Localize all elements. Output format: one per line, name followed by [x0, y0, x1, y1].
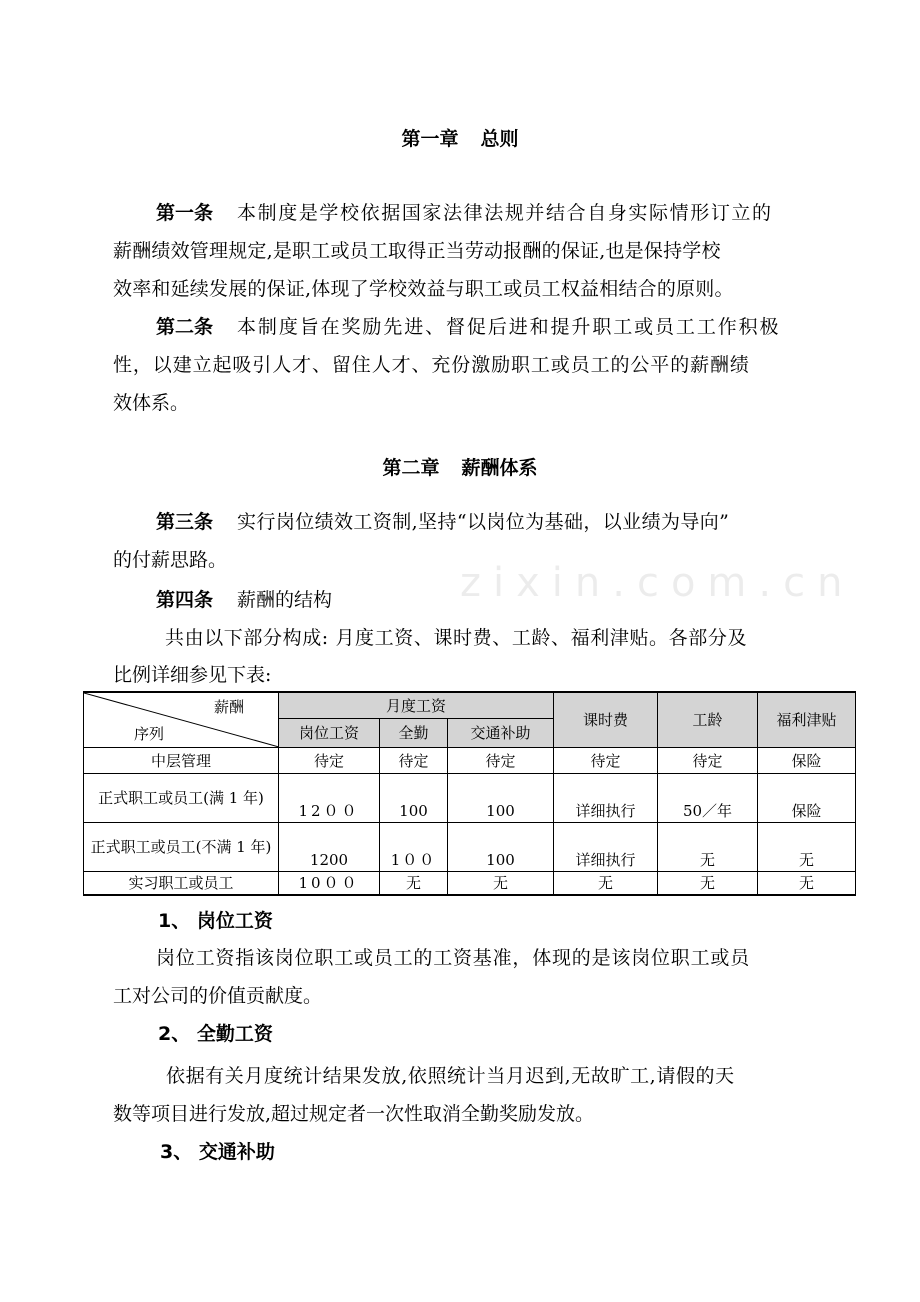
watermark: zixin.com.cn [460, 560, 855, 606]
article-1-text: 本制度是学校依据国家法律法规并结合自身实际情形订立的 [237, 202, 773, 224]
header-post-wage: 岗位工资 [279, 719, 380, 748]
row-label: 实习职工或员工 [84, 872, 279, 895]
header-transport: 交通补助 [448, 719, 554, 748]
table-cell: 无 [448, 872, 554, 895]
table-row [84, 872, 856, 895]
table-corner-cell [84, 692, 279, 748]
table-cell: 50／年 [658, 774, 758, 823]
article-2-line-3: 效体系。 [113, 392, 190, 414]
table-cell: 待定 [658, 748, 758, 774]
header-class-fee: 课时费 [554, 692, 658, 748]
table-cell: 无 [758, 872, 856, 895]
header-seniority: 工龄 [658, 692, 758, 748]
section-3-heading: 3、 交通补助 [160, 1141, 275, 1163]
article-4-text: 薪酬的结构 [237, 589, 333, 611]
table-cell: 10００ [279, 872, 380, 895]
table-row [84, 774, 856, 823]
corner-top-label: 薪酬 [213, 698, 244, 716]
table-cell: 无 [658, 823, 758, 872]
header-welfare: 福利津贴 [758, 692, 856, 748]
table-row [84, 748, 856, 774]
article-2-text: 本制度旨在奖励先进、督促后进和提升职工或员工工作积极 [237, 316, 781, 338]
table-cell: 100 [448, 774, 554, 823]
diagonal-line [84, 693, 279, 747]
section-2-line-1: 依据有关月度统计结果发放,依照统计当月迟到,无故旷工,请假的天 [166, 1065, 735, 1087]
section-1-heading: 1、 岗位工资 [158, 910, 273, 932]
salary-table [83, 691, 856, 896]
article-4-line [156, 588, 332, 612]
chapter-1-name: 总则 [480, 128, 519, 150]
row-label: 正式职工或员工(不满 1 年) [84, 823, 279, 872]
article-3-text: 实行岗位绩效工资制,坚持“以岗位为基础，以业绩为导向” [237, 511, 730, 533]
chapter-1-number: 第一章 [401, 128, 459, 150]
article-1-line-1 [156, 201, 773, 225]
table-cell: 无 [554, 872, 658, 895]
header-monthly-wage: 月度工资 [279, 692, 554, 719]
section-1-line-1: 岗位工资指该岗位职工或员工的工资基准，体现的是该岗位职工或员 [156, 947, 751, 969]
table-cell: 1００ [380, 823, 448, 872]
table-cell: 待定 [448, 748, 554, 774]
corner-bottom-label: 序列 [134, 725, 165, 743]
section-2-line-2: 数等项目进行发放,超过规定者一次性取消全勤奖励发放。 [113, 1103, 595, 1125]
table-cell: 12００ [279, 774, 380, 823]
section-2-heading: 2、 全勤工资 [158, 1023, 273, 1045]
table-row [84, 823, 856, 872]
row-label: 中层管理 [84, 748, 279, 774]
table-cell: 1200 [279, 823, 380, 872]
chapter-2-heading [0, 453, 920, 480]
intro-line-1: 共由以下部分构成: 月度工资、课时费、工龄、福利津贴。各部分及 [165, 627, 748, 649]
article-4-label: 第四条 [156, 589, 214, 611]
article-2-line-1 [156, 315, 780, 339]
article-2-line-2: 性，以建立起吸引人才、留住人才、充份激励职工或员工的公平的薪酬绩 [113, 354, 750, 376]
header-attendance: 全勤 [380, 719, 448, 748]
chapter-2-name: 薪酬体系 [461, 457, 538, 479]
article-1-label: 第一条 [156, 202, 214, 224]
table-cell: 无 [380, 872, 448, 895]
table-cell: 无 [658, 872, 758, 895]
article-3-line-2: 的付薪思路。 [113, 549, 228, 571]
chapter-2-number: 第二章 [382, 457, 440, 479]
article-1-line-3: 效率和延续发展的保证,体现了学校效益与职工或员工权益相结合的原则。 [113, 278, 734, 300]
table-cell: 待定 [279, 748, 380, 774]
table-cell: 待定 [554, 748, 658, 774]
intro-line-2: 比例详细参见下表: [113, 664, 272, 686]
table-cell: 保险 [758, 748, 856, 774]
article-3-label: 第三条 [156, 511, 214, 533]
table-cell: 详细执行 [554, 823, 658, 872]
table-cell: 待定 [380, 748, 448, 774]
chapter-1-heading [0, 124, 920, 151]
table-cell: 保险 [758, 774, 856, 823]
row-label: 正式职工或员工(满 1 年) [84, 774, 279, 823]
table-cell: 无 [758, 823, 856, 872]
table-cell: 详细执行 [554, 774, 658, 823]
table-cell: 100 [380, 774, 448, 823]
article-1-line-2: 薪酬绩效管理规定,是职工或员工取得正当劳动报酬的保证,也是保持学校 [113, 240, 721, 262]
article-2-label: 第二条 [156, 316, 214, 338]
section-1-line-2: 工对公司的价值贡献度。 [113, 985, 323, 1007]
table-cell: 100 [448, 823, 554, 872]
article-3-line-1 [156, 510, 729, 534]
